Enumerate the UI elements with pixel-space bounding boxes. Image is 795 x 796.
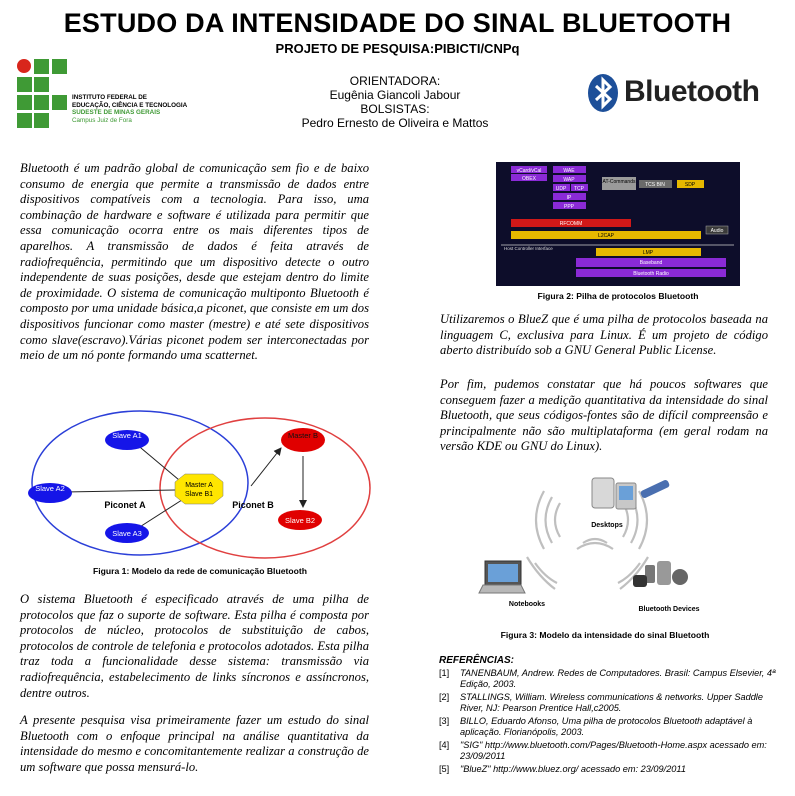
figure3-signal-diagram	[465, 465, 735, 625]
figure1-caption: Figura 1: Modelo da rede de comunicação Bluetooth	[93, 566, 307, 576]
slave-a3-node	[105, 523, 149, 543]
authors-block	[260, 74, 530, 130]
ppp-label: PPP	[563, 204, 575, 210]
bolsistas-name: Pedro Ernesto de Oliveira e Mattos	[301, 116, 489, 130]
radio-label: Bluetooth Radio	[633, 271, 669, 277]
figure2-protocol-stack	[496, 162, 740, 286]
slave-a2-label: Slave A2	[35, 484, 65, 493]
sdp-label: SDP	[684, 182, 696, 188]
ifet-logo-mark-icon	[16, 58, 72, 130]
slave-a3-label: Slave A3	[112, 529, 142, 538]
reference-number: [3]	[439, 716, 450, 726]
notebooks-label: Notebooks	[508, 601, 546, 608]
reference-number: [4]	[439, 740, 450, 750]
bluez-paragraph: Utilizaremos o BlueZ que é uma pilha de protocolos baseada na linguagem C, exclusiva para Linux. É um projeto de código aberto distribuído sob a GNU General Public License.	[440, 312, 768, 358]
figure3-caption: Figura 3: Modelo da intensidade do sinal Bluetooth	[500, 630, 710, 640]
slave-a2-node	[28, 483, 72, 503]
l2cap-label: L2CAP	[598, 233, 614, 239]
orientadora-label: ORIENTADORA:	[349, 74, 441, 88]
at-commands-label: AT-Commands	[602, 179, 636, 185]
ifet-logo-line2: EDUCAÇÃO, CIÊNCIA E TECNOLOGIA	[72, 101, 188, 109]
reference-item	[439, 692, 779, 714]
reference-text: "SIG" http://www.bluetooth.com/Pages/Bluetooth-Home.aspx acessado em: 23/09/2011	[460, 740, 767, 761]
ifet-logo	[16, 58, 196, 133]
bridge-node	[175, 474, 223, 504]
orientadora-name: Eugênia Giancoli Jabour	[329, 88, 461, 102]
poster-title: ESTUDO DA INTENSIDADE DO SINAL BLUETOOTH	[63, 8, 732, 38]
conclusion-paragraph: Por fim, pudemos constatar que há poucos softwares que conseguem fazer a medição quantitativa da intensidade do sinal Bluetooth, que seus códigos-fontes são de difícil compreensão e principalmente não são multiplataforma (em geral rodam na versão KDE ou GNU do Linux).	[440, 377, 768, 454]
reference-item	[439, 716, 779, 738]
reference-number: [1]	[439, 668, 450, 678]
baseband-label: Baseband	[639, 260, 663, 266]
figure1-piconet-diagram	[25, 410, 385, 560]
master-b-label: Master B	[287, 431, 319, 440]
lmp-label: LMP	[642, 250, 654, 256]
hci-label: Host Controller Interface	[504, 246, 553, 251]
ifet-logo-line3: SUDESTE DE MINAS GERAIS	[72, 109, 161, 116]
bluetooth-devices-icon	[633, 561, 688, 587]
reference-number: [2]	[439, 692, 450, 702]
udp-label: UDP	[555, 186, 567, 192]
audio-label: Audio	[710, 228, 724, 234]
tcp-label: TCP	[574, 186, 584, 192]
vcard-label: vCard/vCal	[516, 168, 542, 174]
ifet-logo-line4: Campus Juiz de Fora	[72, 116, 132, 124]
reference-text: STALLINGS, William. Wireless communications & networks. Upper Saddle River, NJ: Pearson Prentice Hall,c2005.	[460, 692, 763, 713]
tcs-bin-label: TCS BIN	[645, 182, 665, 188]
link-bridge	[251, 448, 281, 486]
slave-b2-node	[278, 510, 322, 530]
devices-label: Bluetooth Devices	[638, 606, 700, 613]
poster-subtitle: PROJETO DE PESQUISA:PIBICTI/CNPq	[275, 41, 520, 56]
slave-a1-label: Slave A1	[112, 431, 142, 440]
piconet-a-label: Piconet A	[104, 500, 146, 510]
bluetooth-logo	[586, 73, 760, 113]
slave-b2-label: Slave B2	[284, 516, 316, 525]
reference-text: BILLO, Eduardo Afonso, Uma pilha de protocolos Bluetooth adaptável à aplicação. Florianópolis, 2003.	[460, 716, 753, 737]
research-paragraph: A presente pesquisa visa primeiramente fazer um estudo do sinal Bluetooth com o enfoque principal na análise quantitativa da intensidade do mesmo e concomitantemente realizar a construção de um software que possa mensurá-lo.	[20, 713, 369, 774]
stack-paragraph: O sistema Bluetooth é especificado através de uma pilha de protocolos que faz o suporte de software. Esta pilha é composta por protocolos de núcleo, protocolos de substituição de cabos, protocolos de controle de telefonia e protocolos adotados. Esta pilha traz toda a funcionalidade desse sistema: transmissão via radiofrequência, estabelecimento de links síncronos e assíncronos, dentre outros.	[20, 592, 369, 700]
link-a2	[65, 490, 175, 492]
desktops-label: Desktops	[591, 522, 623, 529]
ifet-logo-line1: INSTITUTO FEDERAL DE	[72, 94, 147, 101]
piconet-b-label: Piconet B	[232, 500, 274, 510]
references-section	[439, 655, 779, 777]
reference-number: [5]	[439, 764, 450, 774]
reference-text: TANENBAUM, Andrew. Redes de Computadores. Brasil: Campus Elsevier, 4ª Edição, 2003.	[460, 668, 776, 689]
rfcomm-label: RFCOMM	[559, 221, 583, 227]
figure2-caption: Figura 2: Pilha de protocolos Bluetooth	[537, 291, 699, 301]
bluetooth-wordmark: Bluetooth	[624, 75, 760, 108]
reference-item	[439, 740, 779, 762]
intro-paragraph: Bluetooth é um padrão global de comunicação sem fio e de baixo consumo de energia que permite a transmissão de dados entre dispositivos compatíveis com a tecnologia. Para isso, uma combinação de hardware e software é utilizada para permitir que essa comunicação ocorra entre os mais diferentes tipos de aparelhos. A transmissão de dados é feita através de radiofrequência, permitindo que um dispositivo detecte o outro independente de suas posições, desde que estejam dentro do limite de proximidade. O sistema de comunicação multiponto Bluetooth é composto por uma unidade básica,a piconet, que consiste em um dos dispositivos funcionar como master (mestre) e até sete dispositivos como slave(escravo).Várias piconet podem ser interconectadas por meio de um nó ponte formando uma scatternet.	[20, 161, 369, 363]
ip-label: IP	[566, 195, 572, 201]
master-a-label: Master A	[185, 482, 213, 489]
desktop-pc-icon	[592, 478, 670, 509]
slave-a1-node	[105, 430, 149, 450]
notebook-icon	[479, 561, 525, 593]
bolsistas-label: BOLSISTAS:	[360, 102, 430, 116]
bluetooth-rune-icon	[586, 73, 620, 113]
references-heading: REFERÊNCIAS:	[439, 655, 515, 666]
reference-item	[439, 668, 779, 690]
wap-label: WAP	[563, 177, 575, 183]
reference-item	[439, 764, 779, 775]
slave-b1-label: Slave B1	[184, 491, 214, 498]
obex-label: OBEX	[522, 176, 536, 182]
master-b-node	[281, 428, 325, 452]
wae-label: WAE	[563, 168, 575, 174]
reference-text: "BlueZ" http://www.bluez.org/ acessado em: 23/09/2011	[460, 764, 686, 774]
